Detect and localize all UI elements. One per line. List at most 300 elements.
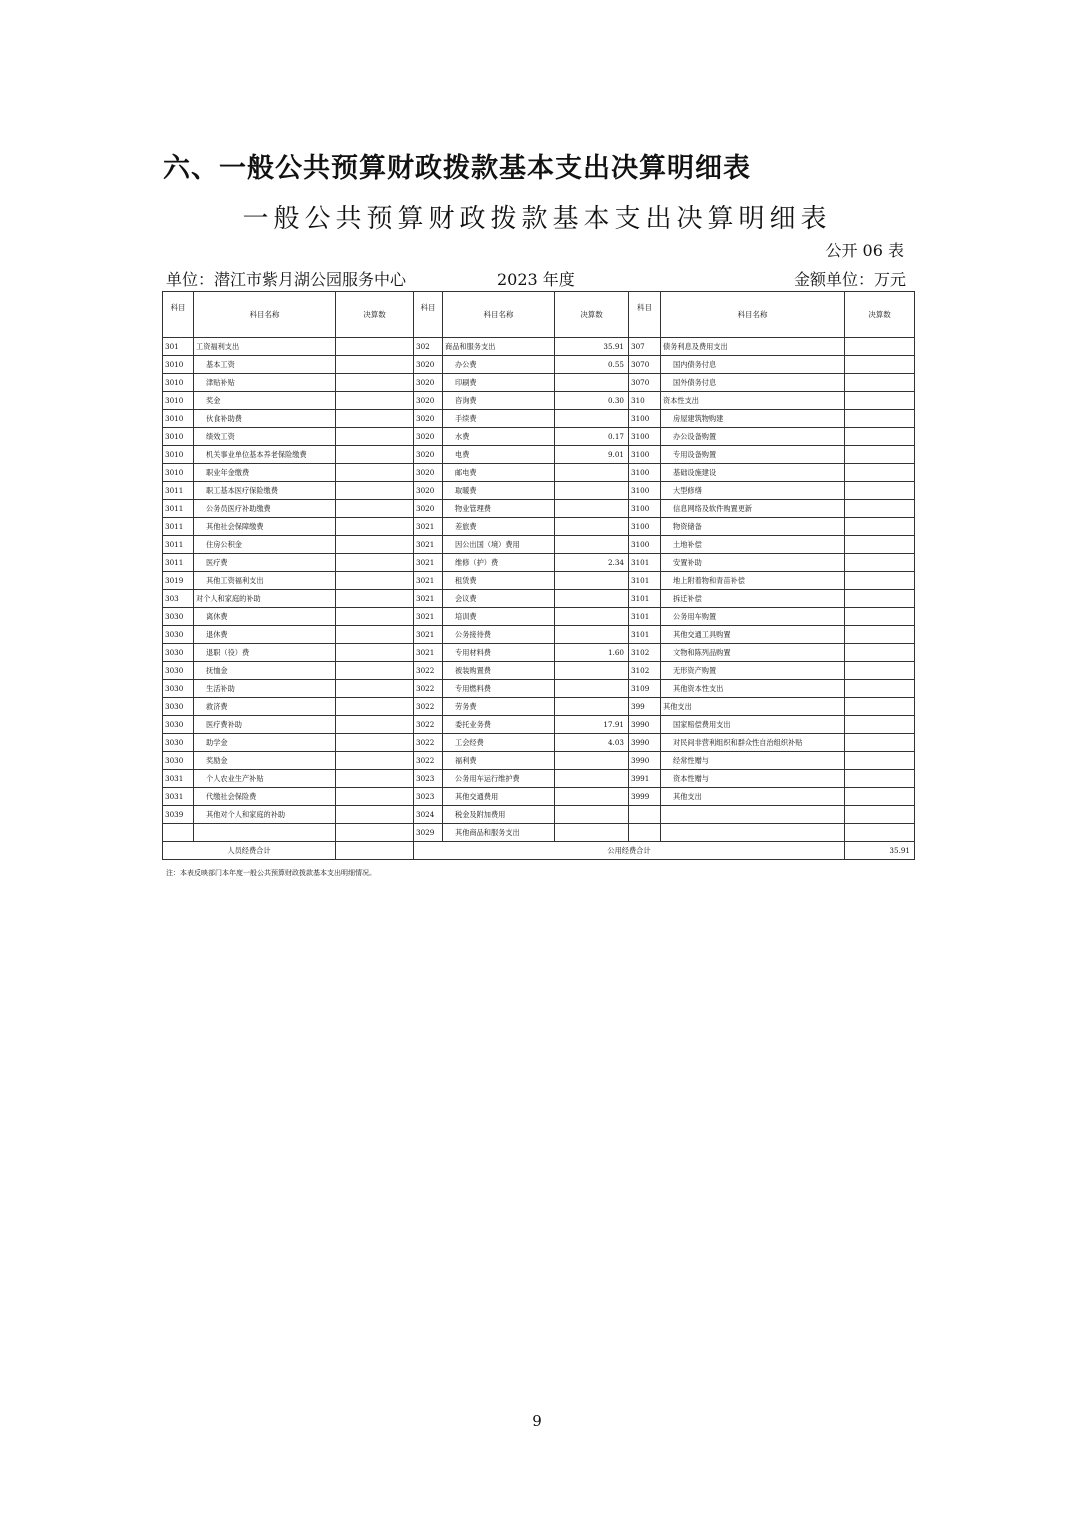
table-title: 一般公共预算财政拨款基本支出决算明细表 bbox=[242, 204, 832, 234]
name-cell: 福利费 bbox=[443, 752, 555, 770]
amount-cell bbox=[845, 572, 915, 590]
amount-cell bbox=[336, 572, 414, 590]
amount-cell bbox=[845, 374, 915, 392]
amount-cell bbox=[336, 626, 414, 644]
amount-cell: 35.91 bbox=[555, 338, 629, 356]
code-cell: 3023 bbox=[414, 770, 443, 788]
code-cell: 3010 bbox=[163, 446, 194, 464]
name-cell: 租赁费 bbox=[443, 572, 555, 590]
name-cell: 救济费 bbox=[194, 698, 336, 716]
table-row bbox=[163, 680, 915, 698]
name-cell: 基本工资 bbox=[194, 356, 336, 374]
reporting-unit: 单位：潜江市紫月湖公园服务中心 bbox=[166, 270, 407, 289]
table-row bbox=[163, 374, 915, 392]
code-cell: 3011 bbox=[163, 518, 194, 536]
amount-cell bbox=[845, 734, 915, 752]
amount-cell bbox=[845, 662, 915, 680]
table-row bbox=[163, 500, 915, 518]
name-cell: 工会经费 bbox=[443, 734, 555, 752]
name-cell bbox=[661, 824, 845, 842]
code-cell: 307 bbox=[629, 338, 661, 356]
name-cell: 土地补偿 bbox=[661, 536, 845, 554]
name-cell: 基础设施建设 bbox=[661, 464, 845, 482]
amount-cell bbox=[555, 608, 629, 626]
code-cell: 3010 bbox=[163, 356, 194, 374]
name-cell: 医疗费补助 bbox=[194, 716, 336, 734]
amount-cell: 0.17 bbox=[555, 428, 629, 446]
amount-cell bbox=[336, 554, 414, 572]
table-row bbox=[163, 590, 915, 608]
amount-cell bbox=[336, 536, 414, 554]
amount-cell bbox=[845, 554, 915, 572]
code-cell: 3030 bbox=[163, 662, 194, 680]
page-number: 9 bbox=[532, 1412, 542, 1430]
name-cell: 办公设备购置 bbox=[661, 428, 845, 446]
amount-cell bbox=[555, 482, 629, 500]
amount-cell bbox=[336, 662, 414, 680]
code-cell: 3031 bbox=[163, 770, 194, 788]
code-cell: 3011 bbox=[163, 500, 194, 518]
name-cell bbox=[661, 806, 845, 824]
table-row bbox=[163, 770, 915, 788]
amount-cell bbox=[336, 518, 414, 536]
amount-cell bbox=[845, 716, 915, 734]
amount-cell bbox=[336, 428, 414, 446]
name-cell: 其他交通工具购置 bbox=[661, 626, 845, 644]
personnel-total-label: 人员经费合计 bbox=[163, 842, 336, 860]
code-cell: 3022 bbox=[414, 680, 443, 698]
code-cell: 3019 bbox=[163, 572, 194, 590]
amount-cell bbox=[336, 752, 414, 770]
code-cell: 3010 bbox=[163, 428, 194, 446]
name-cell: 经常性赠与 bbox=[661, 752, 845, 770]
amount-cell: 4.03 bbox=[555, 734, 629, 752]
name-cell: 印刷费 bbox=[443, 374, 555, 392]
code-cell: 3022 bbox=[414, 734, 443, 752]
table-row bbox=[163, 464, 915, 482]
name-cell: 商品和服务支出 bbox=[443, 338, 555, 356]
name-cell: 拆迁补偿 bbox=[661, 590, 845, 608]
name-cell: 培训费 bbox=[443, 608, 555, 626]
amount-cell bbox=[555, 806, 629, 824]
name-cell: 离休费 bbox=[194, 608, 336, 626]
code-cell: 3109 bbox=[629, 680, 661, 698]
name-cell: 其他交通费用 bbox=[443, 788, 555, 806]
name-cell: 物资储备 bbox=[661, 518, 845, 536]
code-cell: 3020 bbox=[414, 392, 443, 410]
header-name-1: 科目名称 bbox=[194, 292, 336, 338]
amount-cell bbox=[845, 752, 915, 770]
table-row bbox=[163, 428, 915, 446]
amount-cell bbox=[336, 698, 414, 716]
name-cell: 抚恤金 bbox=[194, 662, 336, 680]
amount-cell bbox=[555, 572, 629, 590]
amount-cell bbox=[336, 770, 414, 788]
header-name-2: 科目名称 bbox=[443, 292, 555, 338]
name-cell: 大型修缮 bbox=[661, 482, 845, 500]
name-cell: 其他商品和服务支出 bbox=[443, 824, 555, 842]
table-row bbox=[163, 752, 915, 770]
amount-cell bbox=[336, 644, 414, 662]
code-cell: 303 bbox=[163, 590, 194, 608]
code-cell: 3021 bbox=[414, 572, 443, 590]
code-cell: 3030 bbox=[163, 734, 194, 752]
table-row bbox=[163, 572, 915, 590]
name-cell: 专用设备购置 bbox=[661, 446, 845, 464]
code-cell: 3020 bbox=[414, 410, 443, 428]
amount-cell bbox=[336, 734, 414, 752]
table-row bbox=[163, 824, 915, 842]
amount-unit: 金额单位：万元 bbox=[793, 270, 906, 289]
amount-cell bbox=[845, 392, 915, 410]
name-cell: 地上附着物和青苗补偿 bbox=[661, 572, 845, 590]
name-cell: 被装购置费 bbox=[443, 662, 555, 680]
amount-cell bbox=[555, 374, 629, 392]
amount-cell bbox=[336, 338, 414, 356]
code-cell: 3101 bbox=[629, 626, 661, 644]
name-cell: 电费 bbox=[443, 446, 555, 464]
code-cell: 3020 bbox=[414, 446, 443, 464]
code-cell: 3022 bbox=[414, 752, 443, 770]
code-cell: 302 bbox=[414, 338, 443, 356]
amount-cell bbox=[845, 410, 915, 428]
table-row bbox=[163, 644, 915, 662]
code-cell: 3991 bbox=[629, 770, 661, 788]
code-cell: 3021 bbox=[414, 626, 443, 644]
amount-cell bbox=[336, 500, 414, 518]
header-code-1: 科目 bbox=[163, 292, 194, 338]
amount-cell bbox=[555, 536, 629, 554]
amount-cell bbox=[336, 464, 414, 482]
amount-cell bbox=[336, 824, 414, 842]
header-amount-3: 决算数 bbox=[845, 292, 915, 338]
table-row bbox=[163, 554, 915, 572]
code-cell: 3023 bbox=[414, 788, 443, 806]
code-cell: 3100 bbox=[629, 410, 661, 428]
code-cell: 3100 bbox=[629, 428, 661, 446]
amount-cell bbox=[555, 464, 629, 482]
amount-cell bbox=[336, 374, 414, 392]
amount-cell bbox=[845, 806, 915, 824]
name-cell: 工资福利支出 bbox=[194, 338, 336, 356]
amount-cell bbox=[845, 446, 915, 464]
table-row bbox=[163, 788, 915, 806]
amount-cell bbox=[845, 536, 915, 554]
name-cell: 其他社会保障缴费 bbox=[194, 518, 336, 536]
header-code-2: 科目 bbox=[414, 292, 443, 338]
name-cell: 安置补助 bbox=[661, 554, 845, 572]
name-cell: 公务员医疗补助缴费 bbox=[194, 500, 336, 518]
code-cell: 3030 bbox=[163, 644, 194, 662]
amount-cell bbox=[555, 500, 629, 518]
code-cell: 3102 bbox=[629, 644, 661, 662]
code-cell: 3101 bbox=[629, 590, 661, 608]
name-cell: 其他支出 bbox=[661, 788, 845, 806]
code-cell: 3020 bbox=[414, 464, 443, 482]
name-cell: 差旅费 bbox=[443, 518, 555, 536]
code-cell: 3100 bbox=[629, 482, 661, 500]
table-row bbox=[163, 662, 915, 680]
name-cell: 职工基本医疗保险缴费 bbox=[194, 482, 336, 500]
header-amount-1: 决算数 bbox=[336, 292, 414, 338]
code-cell: 3030 bbox=[163, 716, 194, 734]
table-row bbox=[163, 356, 915, 374]
code-cell: 3010 bbox=[163, 464, 194, 482]
name-cell: 办公费 bbox=[443, 356, 555, 374]
name-cell: 代缴社会保险费 bbox=[194, 788, 336, 806]
name-cell: 国内债务付息 bbox=[661, 356, 845, 374]
amount-cell bbox=[555, 824, 629, 842]
code-cell: 3020 bbox=[414, 482, 443, 500]
amount-cell bbox=[336, 608, 414, 626]
code-cell: 3100 bbox=[629, 464, 661, 482]
amount-cell bbox=[845, 500, 915, 518]
name-cell: 手续费 bbox=[443, 410, 555, 428]
code-cell: 3021 bbox=[414, 590, 443, 608]
amount-cell bbox=[845, 608, 915, 626]
code-cell: 3990 bbox=[629, 734, 661, 752]
code-cell: 3021 bbox=[414, 536, 443, 554]
amount-cell: 17.91 bbox=[555, 716, 629, 734]
amount-cell bbox=[845, 680, 915, 698]
amount-cell bbox=[555, 518, 629, 536]
table-row bbox=[163, 608, 915, 626]
personnel-total-value bbox=[336, 842, 414, 860]
amount-cell bbox=[555, 770, 629, 788]
code-cell: 3999 bbox=[629, 788, 661, 806]
name-cell: 邮电费 bbox=[443, 464, 555, 482]
table-row bbox=[163, 806, 915, 824]
public-total-label: 公用经费合计 bbox=[414, 842, 845, 860]
name-cell: 劳务费 bbox=[443, 698, 555, 716]
code-cell: 3030 bbox=[163, 680, 194, 698]
amount-cell bbox=[555, 680, 629, 698]
code-cell: 3020 bbox=[414, 356, 443, 374]
amount-cell bbox=[336, 446, 414, 464]
header-name-3: 科目名称 bbox=[661, 292, 845, 338]
code-cell: 399 bbox=[629, 698, 661, 716]
name-cell: 其他工资福利支出 bbox=[194, 572, 336, 590]
amount-cell bbox=[845, 770, 915, 788]
code-cell: 3021 bbox=[414, 518, 443, 536]
amount-cell: 0.55 bbox=[555, 356, 629, 374]
code-cell: 3030 bbox=[163, 698, 194, 716]
amount-cell bbox=[555, 590, 629, 608]
name-cell: 无形资产购置 bbox=[661, 662, 845, 680]
amount-cell bbox=[845, 626, 915, 644]
public-total-value: 35.91 bbox=[845, 842, 915, 860]
name-cell: 住房公积金 bbox=[194, 536, 336, 554]
name-cell: 委托业务费 bbox=[443, 716, 555, 734]
code-cell: 3100 bbox=[629, 536, 661, 554]
name-cell: 对个人和家庭的补助 bbox=[194, 590, 336, 608]
code-cell: 3100 bbox=[629, 446, 661, 464]
name-cell: 专用材料费 bbox=[443, 644, 555, 662]
fiscal-year: 2023 年度 bbox=[497, 270, 575, 289]
amount-cell bbox=[555, 698, 629, 716]
amount-cell bbox=[336, 788, 414, 806]
name-cell: 奖金 bbox=[194, 392, 336, 410]
code-cell: 3011 bbox=[163, 554, 194, 572]
name-cell: 专用燃料费 bbox=[443, 680, 555, 698]
code-cell: 3990 bbox=[629, 752, 661, 770]
header-code-3: 科目 bbox=[629, 292, 661, 338]
amount-cell bbox=[336, 392, 414, 410]
name-cell: 房屋建筑物购建 bbox=[661, 410, 845, 428]
name-cell: 退职（役）费 bbox=[194, 644, 336, 662]
code-cell: 3021 bbox=[414, 644, 443, 662]
amount-cell bbox=[845, 356, 915, 374]
amount-cell bbox=[845, 482, 915, 500]
section-title: 六、一般公共预算财政拨款基本支出决算明细表 bbox=[163, 153, 751, 184]
table-row bbox=[163, 518, 915, 536]
code-cell: 3070 bbox=[629, 356, 661, 374]
code-cell: 3101 bbox=[629, 572, 661, 590]
amount-cell bbox=[336, 716, 414, 734]
name-cell: 医疗费 bbox=[194, 554, 336, 572]
amount-cell bbox=[845, 788, 915, 806]
table-note: 注：本表反映部门本年度一般公共预算财政拨款基本支出明细情况。 bbox=[166, 869, 376, 877]
table-body bbox=[163, 338, 915, 842]
amount-cell bbox=[336, 680, 414, 698]
table-row bbox=[163, 392, 915, 410]
table-row bbox=[163, 626, 915, 644]
code-cell: 310 bbox=[629, 392, 661, 410]
table-row bbox=[163, 716, 915, 734]
amount-cell bbox=[555, 752, 629, 770]
amount-cell bbox=[845, 698, 915, 716]
name-cell: 个人农业生产补贴 bbox=[194, 770, 336, 788]
code-cell: 3100 bbox=[629, 518, 661, 536]
code-cell bbox=[629, 806, 661, 824]
name-cell: 伙食补助费 bbox=[194, 410, 336, 428]
code-cell: 3010 bbox=[163, 374, 194, 392]
amount-cell bbox=[845, 428, 915, 446]
name-cell: 生活补助 bbox=[194, 680, 336, 698]
amount-cell bbox=[555, 788, 629, 806]
code-cell: 3101 bbox=[629, 554, 661, 572]
amount-cell bbox=[845, 644, 915, 662]
name-cell: 文物和陈列品购置 bbox=[661, 644, 845, 662]
code-cell bbox=[629, 824, 661, 842]
code-cell: 3990 bbox=[629, 716, 661, 734]
name-cell: 咨询费 bbox=[443, 392, 555, 410]
code-cell: 3101 bbox=[629, 608, 661, 626]
name-cell: 债务利息及费用支出 bbox=[661, 338, 845, 356]
amount-cell bbox=[845, 518, 915, 536]
name-cell: 国家赔偿费用支出 bbox=[661, 716, 845, 734]
name-cell: 助学金 bbox=[194, 734, 336, 752]
code-cell: 3029 bbox=[414, 824, 443, 842]
code-cell: 3100 bbox=[629, 500, 661, 518]
table-row bbox=[163, 338, 915, 356]
table-row bbox=[163, 410, 915, 428]
amount-cell: 2.34 bbox=[555, 554, 629, 572]
totals-row bbox=[163, 842, 915, 860]
amount-cell bbox=[336, 590, 414, 608]
name-cell: 其他资本性支出 bbox=[661, 680, 845, 698]
name-cell: 会议费 bbox=[443, 590, 555, 608]
name-cell: 职业年金缴费 bbox=[194, 464, 336, 482]
amount-cell bbox=[336, 356, 414, 374]
amount-cell bbox=[845, 824, 915, 842]
form-code: 公开 06 表 bbox=[825, 241, 904, 260]
code-cell: 3022 bbox=[414, 716, 443, 734]
name-cell: 税金及附加费用 bbox=[443, 806, 555, 824]
table-header-row bbox=[163, 292, 915, 338]
name-cell: 信息网络及软件购置更新 bbox=[661, 500, 845, 518]
name-cell: 机关事业单位基本养老保险缴费 bbox=[194, 446, 336, 464]
code-cell: 3021 bbox=[414, 608, 443, 626]
code-cell: 301 bbox=[163, 338, 194, 356]
code-cell: 3020 bbox=[414, 428, 443, 446]
name-cell bbox=[194, 824, 336, 842]
code-cell: 3031 bbox=[163, 788, 194, 806]
name-cell: 奖励金 bbox=[194, 752, 336, 770]
table-row bbox=[163, 536, 915, 554]
code-cell: 3020 bbox=[414, 500, 443, 518]
code-cell: 3030 bbox=[163, 626, 194, 644]
amount-cell bbox=[555, 626, 629, 644]
code-cell: 3010 bbox=[163, 392, 194, 410]
amount-cell bbox=[845, 464, 915, 482]
amount-cell bbox=[336, 806, 414, 824]
code-cell: 3030 bbox=[163, 752, 194, 770]
code-cell: 3102 bbox=[629, 662, 661, 680]
name-cell: 绩效工资 bbox=[194, 428, 336, 446]
table-row bbox=[163, 446, 915, 464]
name-cell: 公务用车购置 bbox=[661, 608, 845, 626]
table-row bbox=[163, 698, 915, 716]
name-cell: 其他支出 bbox=[661, 698, 845, 716]
name-cell: 资本性支出 bbox=[661, 392, 845, 410]
name-cell: 国外债务付息 bbox=[661, 374, 845, 392]
code-cell: 3010 bbox=[163, 410, 194, 428]
code-cell: 3021 bbox=[414, 554, 443, 572]
code-cell: 3030 bbox=[163, 608, 194, 626]
amount-cell bbox=[845, 338, 915, 356]
code-cell: 3011 bbox=[163, 536, 194, 554]
name-cell: 物业管理费 bbox=[443, 500, 555, 518]
name-cell: 公务接待费 bbox=[443, 626, 555, 644]
code-cell: 3070 bbox=[629, 374, 661, 392]
amount-cell bbox=[336, 410, 414, 428]
amount-cell: 0.30 bbox=[555, 392, 629, 410]
name-cell: 资本性赠与 bbox=[661, 770, 845, 788]
code-cell: 3020 bbox=[414, 374, 443, 392]
amount-cell: 1.60 bbox=[555, 644, 629, 662]
name-cell: 维修（护）费 bbox=[443, 554, 555, 572]
code-cell: 3011 bbox=[163, 482, 194, 500]
name-cell: 对民间非营利组织和群众性自治组织补贴 bbox=[661, 734, 845, 752]
name-cell: 津贴补贴 bbox=[194, 374, 336, 392]
amount-cell bbox=[845, 590, 915, 608]
name-cell: 取暖费 bbox=[443, 482, 555, 500]
code-cell: 3024 bbox=[414, 806, 443, 824]
code-cell: 3022 bbox=[414, 662, 443, 680]
name-cell: 水费 bbox=[443, 428, 555, 446]
amount-cell bbox=[555, 410, 629, 428]
table-row bbox=[163, 482, 915, 500]
header-amount-2: 决算数 bbox=[555, 292, 629, 338]
amount-cell: 9.01 bbox=[555, 446, 629, 464]
name-cell: 因公出国（境）费用 bbox=[443, 536, 555, 554]
amount-cell bbox=[555, 662, 629, 680]
expenditure-detail-table bbox=[162, 291, 915, 860]
name-cell: 退休费 bbox=[194, 626, 336, 644]
name-cell: 公务用车运行维护费 bbox=[443, 770, 555, 788]
table-row bbox=[163, 734, 915, 752]
